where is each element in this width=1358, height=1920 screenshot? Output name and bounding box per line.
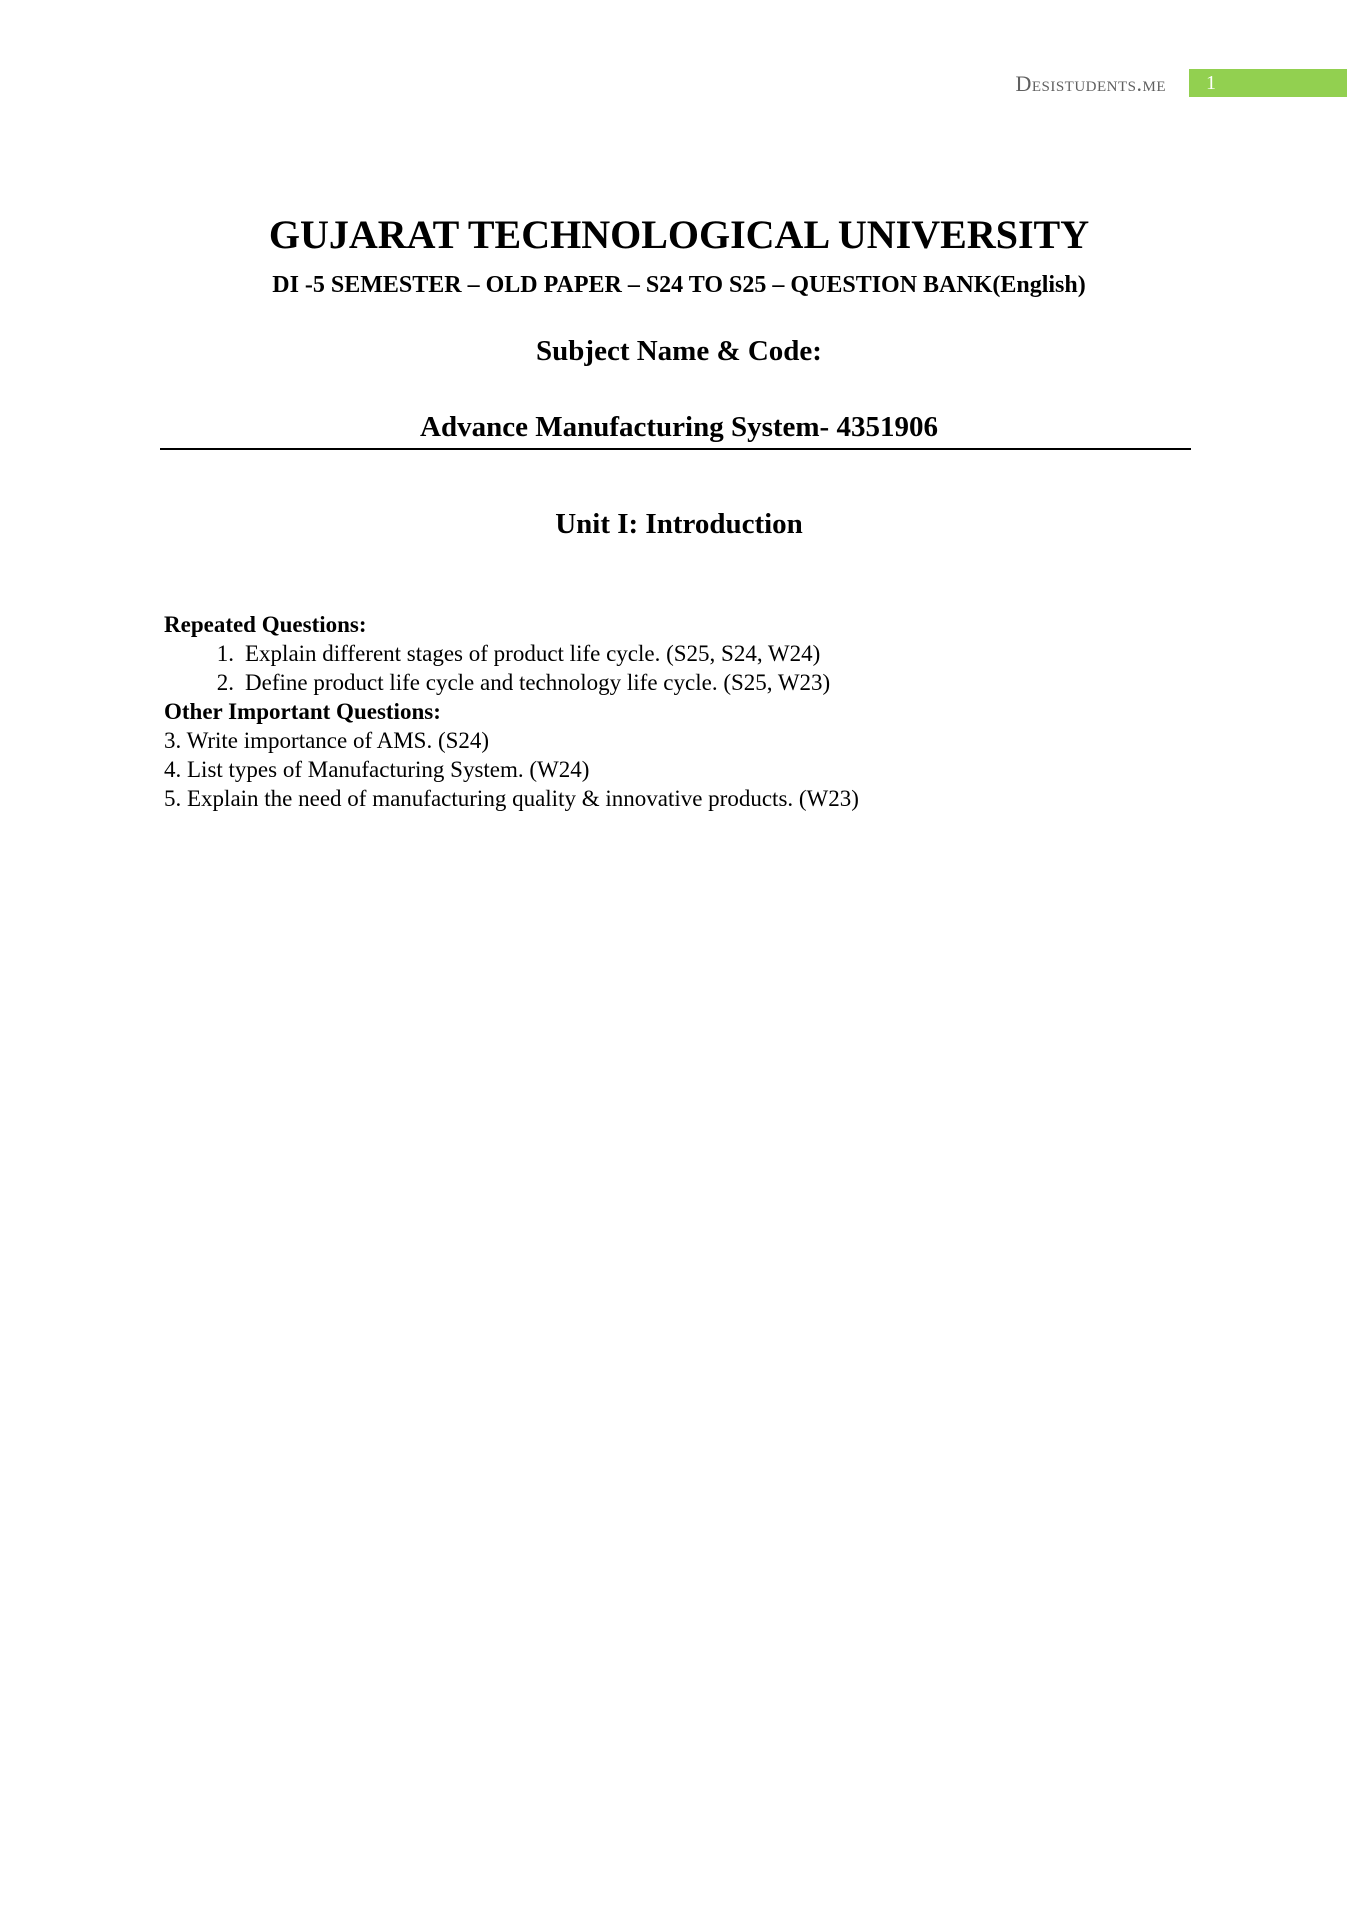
list-item <box>164 668 1264 697</box>
horizontal-rule <box>160 448 1191 450</box>
other-questions-heading: Other Important Questions: <box>164 699 441 724</box>
question-number: 1. <box>216 641 234 666</box>
list-item: 3. Write importance of AMS. (S24) <box>164 728 490 753</box>
repeated-questions-list <box>164 639 1264 697</box>
header-site-name: Desistudents.me <box>1015 71 1166 96</box>
list-item: 4. List types of Manufacturing System. (W24) <box>164 757 590 782</box>
question-number: 2. <box>216 670 234 695</box>
unit-title: Unit I: Introduction <box>555 508 803 540</box>
list-item <box>164 639 1264 668</box>
question-section <box>164 610 1264 813</box>
header-page-number: 1 <box>1189 69 1347 97</box>
paper-subtitle: DI -5 SEMESTER – OLD PAPER – S24 TO S25 – QUESTION BANK(English) <box>272 272 1086 298</box>
university-title: GUJARAT TECHNOLOGICAL UNIVERSITY <box>268 212 1090 257</box>
question-text: Explain different stages of product life cycle. (S25, S24, W24) <box>245 641 821 666</box>
repeated-questions-heading: Repeated Questions: <box>164 612 367 637</box>
subject-name-code: Advance Manufacturing System- 4351906 <box>420 411 938 443</box>
question-text: Define product life cycle and technology life cycle. (S25, W23) <box>245 670 831 695</box>
subject-heading: Subject Name & Code: <box>536 335 822 367</box>
list-item: 5. Explain the need of manufacturing quality & innovative products. (W23) <box>164 786 859 811</box>
